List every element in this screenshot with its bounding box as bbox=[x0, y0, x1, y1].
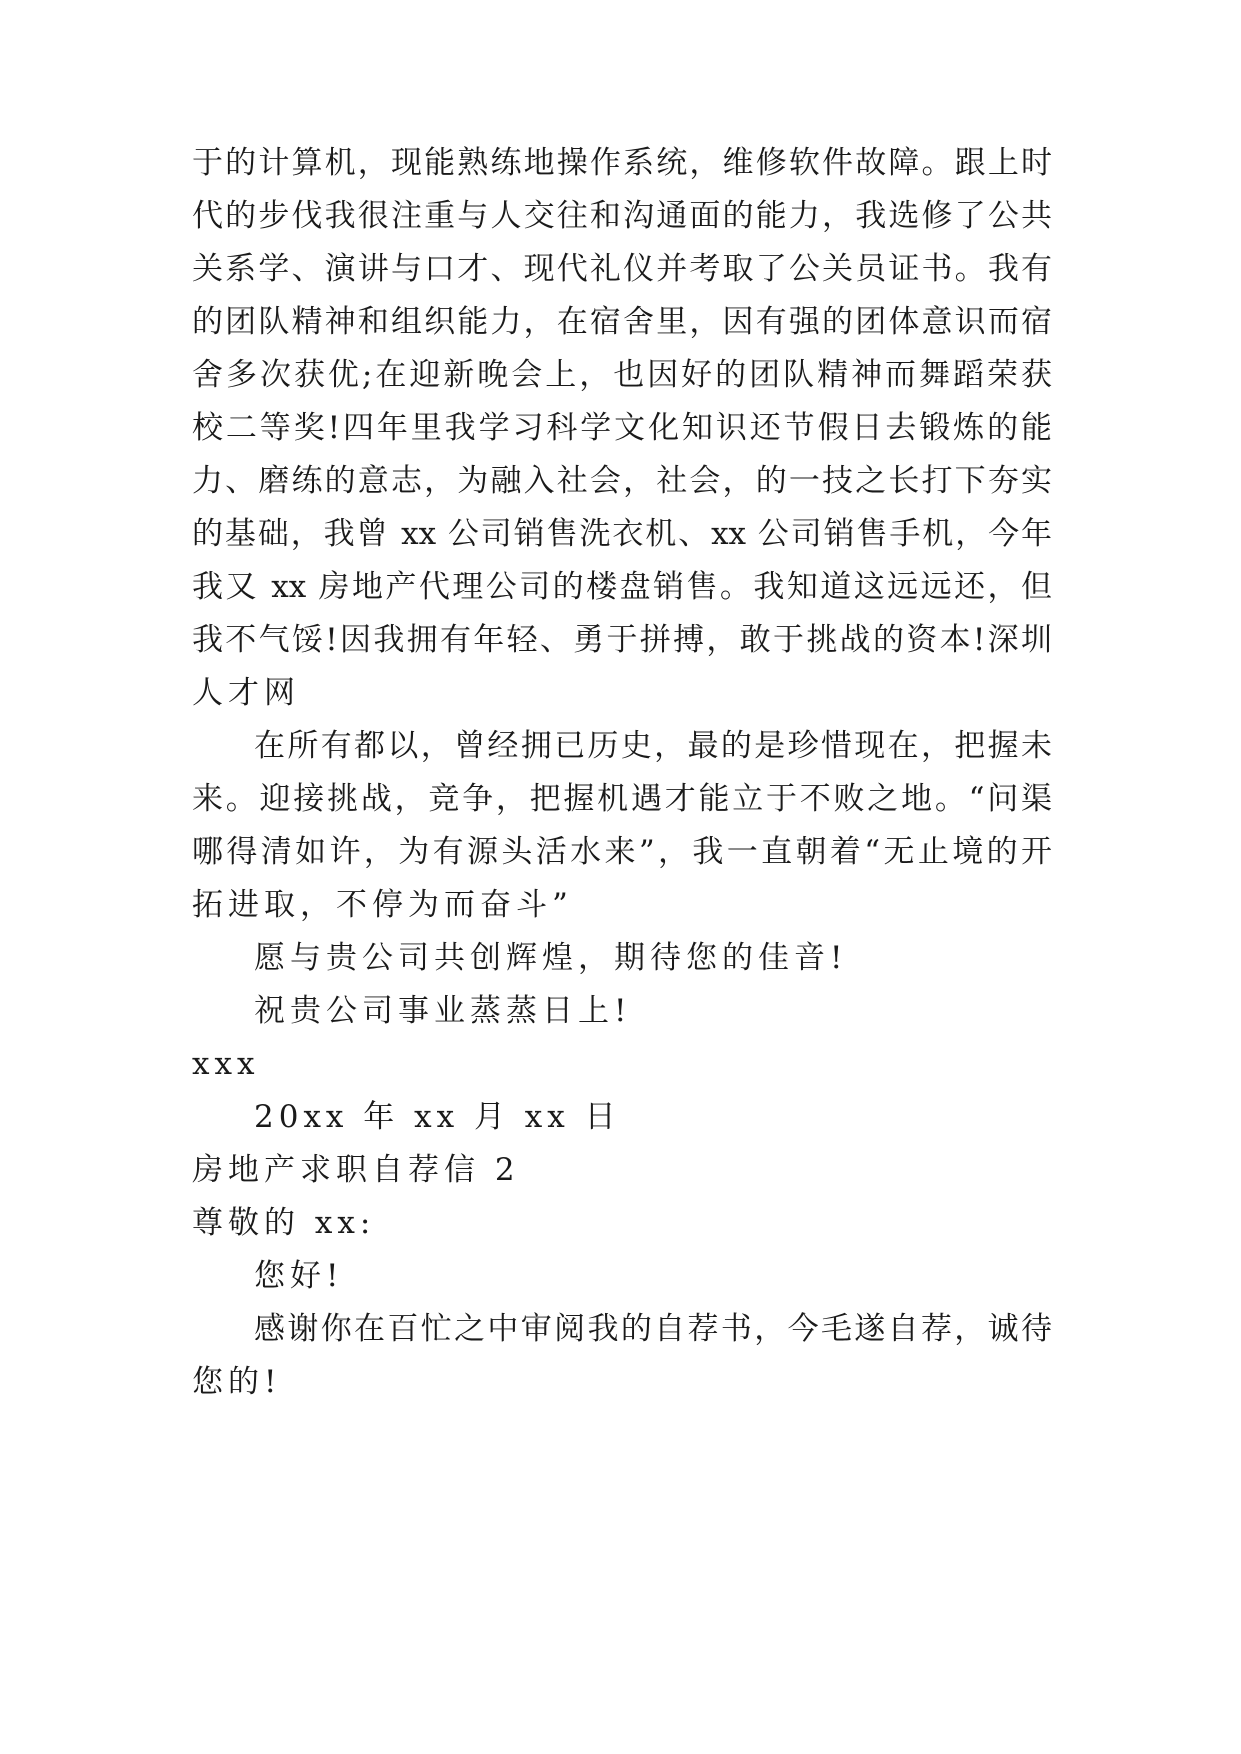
body-text-line: 力、磨练的意志，为融入社会，社会，的一技之长打下夯实 bbox=[192, 463, 1052, 499]
body-text-line: 关系学、演讲与口才、现代礼仪并考取了公关员证书。我有 bbox=[192, 251, 1052, 287]
body-text-line: 人才网 bbox=[192, 675, 300, 711]
body-text-line: 您的! bbox=[192, 1364, 282, 1400]
body-text-line: 拓进取，不停为而奋斗” bbox=[192, 887, 573, 923]
body-text-line: 校二等奖!四年里我学习科学文化知识还节假日去锻炼的能 bbox=[192, 410, 1052, 446]
body-text-line: 在所有都以，曾经拥已历史，最的是珍惜现在，把握未 bbox=[254, 728, 1052, 764]
greeting: 您好! bbox=[254, 1258, 344, 1294]
body-text-line: 的团队精神和组织能力，在宿舍里，因有强的团体意识而宿 bbox=[192, 304, 1052, 340]
body-text-line: 我不气馁!因我拥有年轻、勇于拼搏，敢于挑战的资本!深圳 bbox=[192, 622, 1052, 658]
salutation: 尊敬的 xx: bbox=[192, 1205, 376, 1241]
closing-blessing: 祝贵公司事业蒸蒸日上! bbox=[254, 993, 632, 1029]
signature: xxx bbox=[192, 1046, 260, 1082]
body-text-line: 舍多次获优;在迎新晚会上，也因好的团队精神而舞蹈荣获 bbox=[192, 357, 1052, 393]
body-text-line: 感谢你在百忙之中审阅我的自荐书，今毛遂自荐，诚待 bbox=[254, 1311, 1052, 1347]
letter-title: 房地产求职自荐信 2 bbox=[192, 1152, 520, 1188]
body-text-line: 来。迎接挑战，竞争，把握机遇才能立于不败之地。“问渠 bbox=[192, 781, 1052, 817]
closing-wish: 愿与贵公司共创辉煌，期待您的佳音! bbox=[254, 940, 848, 976]
letter-date: 20xx 年 xx 月 xx 日 bbox=[254, 1099, 621, 1135]
body-text-line: 我又 xx 房地产代理公司的楼盘销售。我知道这远远还，但 bbox=[192, 569, 1052, 605]
body-text-line: 哪得清如许，为有源头活水来”，我一直朝着“无止境的开 bbox=[192, 834, 1052, 870]
body-text-line: 于的计算机，现能熟练地操作系统，维修软件故障。跟上时 bbox=[192, 145, 1052, 181]
body-text-line: 的基础，我曾 xx 公司销售洗衣机、xx 公司销售手机，今年 bbox=[192, 516, 1052, 552]
body-text-line: 代的步伐我很注重与人交往和沟通面的能力，我选修了公共 bbox=[192, 198, 1052, 234]
